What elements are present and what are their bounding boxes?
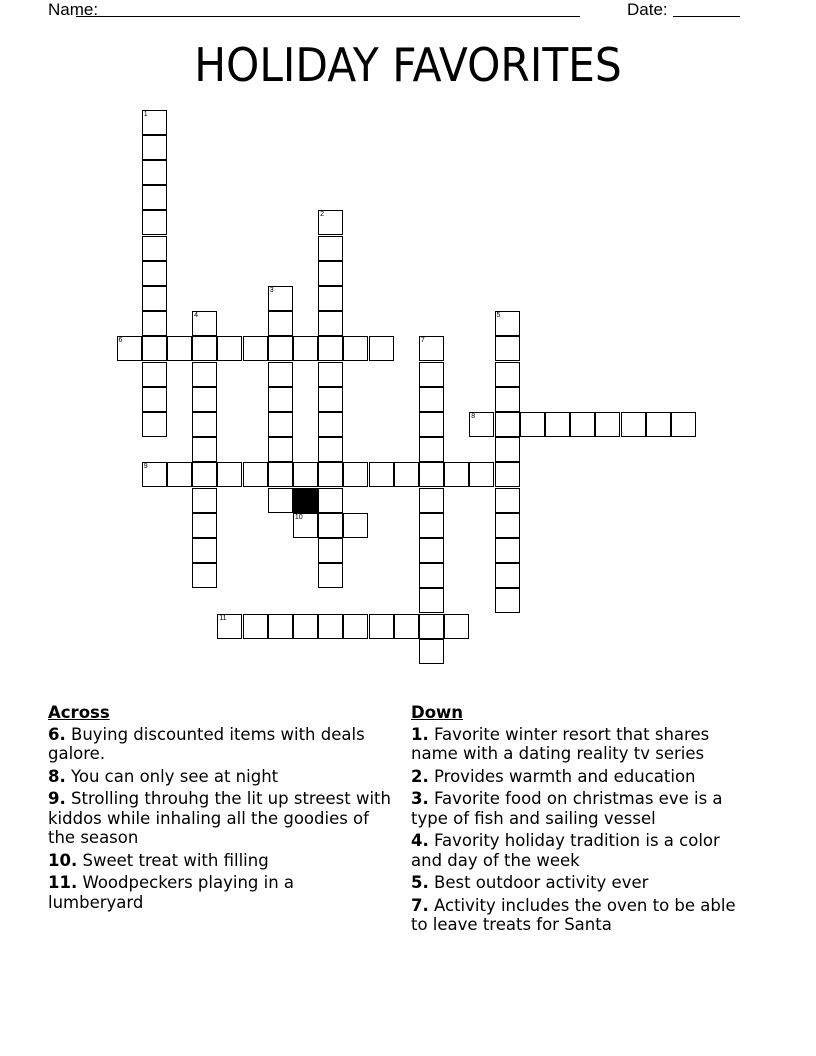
grid-cell[interactable]: [419, 387, 444, 412]
grid-cell[interactable]: [495, 362, 520, 387]
grid-cell[interactable]: [419, 614, 444, 639]
grid-cell[interactable]: [419, 412, 444, 437]
grid-cell[interactable]: [268, 462, 293, 487]
grid-cell[interactable]: [318, 261, 343, 286]
grid-cell[interactable]: [318, 362, 343, 387]
grid-cell[interactable]: [192, 336, 217, 361]
page-title: HOLIDAY FAVORITES: [194, 38, 622, 92]
grid-cell[interactable]: [419, 639, 444, 664]
clue-number: 5.: [411, 873, 429, 892]
grid-cell[interactable]: [318, 437, 343, 462]
grid-cell[interactable]: [192, 311, 217, 336]
grid-cell[interactable]: [192, 538, 217, 563]
grid-cell[interactable]: [192, 513, 217, 538]
grid-cell[interactable]: [520, 412, 545, 437]
grid-cell[interactable]: [369, 614, 394, 639]
grid-cell[interactable]: [293, 462, 318, 487]
clue-across-6: [48, 725, 393, 764]
grid-cell[interactable]: [318, 462, 343, 487]
grid-cell[interactable]: [318, 311, 343, 336]
grid-cell[interactable]: [243, 462, 268, 487]
grid-cell[interactable]: [192, 437, 217, 462]
clue-down-1: [411, 725, 756, 764]
grid-cell[interactable]: [595, 412, 620, 437]
cell-number: 8: [471, 412, 476, 420]
clue-text: Buying discounted items with deals galore.: [48, 724, 365, 763]
grid-cell[interactable]: [192, 462, 217, 487]
grid-cell[interactable]: [318, 513, 343, 538]
grid-cell[interactable]: [318, 286, 343, 311]
grid-cell[interactable]: [419, 437, 444, 462]
down-clues: [411, 703, 756, 938]
grid-cell[interactable]: [495, 538, 520, 563]
clue-number: 3.: [411, 789, 429, 808]
grid-cell[interactable]: [419, 488, 444, 513]
grid-cell[interactable]: [495, 513, 520, 538]
grid-cell[interactable]: [318, 387, 343, 412]
grid-cell[interactable]: [495, 563, 520, 588]
clue-across-11: [48, 873, 393, 912]
grid-cell[interactable]: [318, 563, 343, 588]
grid-cell[interactable]: [318, 210, 343, 235]
grid-cell[interactable]: [318, 412, 343, 437]
grid-cell[interactable]: [495, 336, 520, 361]
grid-cell[interactable]: [318, 236, 343, 261]
clue-text: Sweet treat with filling: [82, 850, 269, 870]
clue-across-8: [48, 767, 393, 787]
clue-down-4: [411, 831, 756, 870]
grid-cell[interactable]: [671, 412, 696, 437]
grid-cell[interactable]: [142, 412, 167, 437]
grid-cell[interactable]: [621, 412, 646, 437]
grid-cell[interactable]: [142, 135, 167, 160]
cell-number: 3: [269, 286, 274, 294]
cell-number: 4: [194, 312, 198, 320]
name-label: Name:: [48, 0, 99, 19]
clue-number: 10.: [48, 850, 78, 870]
cell-number: 5: [496, 312, 501, 320]
clue-text: You can only see at night: [71, 766, 279, 786]
grid-cell[interactable]: [268, 362, 293, 387]
clue-text: Activity includes the oven to be able to leave treats for Santa: [411, 895, 736, 934]
grid-cell[interactable]: [318, 614, 343, 639]
grid-cell[interactable]: [318, 336, 343, 361]
clue-down-5: [411, 873, 756, 893]
grid-cell[interactable]: [142, 210, 167, 235]
grid-cell[interactable]: [419, 588, 444, 613]
grid-cell[interactable]: [444, 614, 469, 639]
grid-cell[interactable]: [243, 614, 268, 639]
grid-cell[interactable]: [369, 462, 394, 487]
grid-cell[interactable]: [142, 236, 167, 261]
grid-cell[interactable]: [142, 311, 167, 336]
clue-down-3: [411, 789, 756, 828]
clue-text: Strolling throuhg the lit up streest with kiddos while inhaling all the goodies of the season: [48, 789, 391, 847]
clue-number: 2.: [411, 766, 429, 786]
grid-cell[interactable]: [444, 462, 469, 487]
grid-cell[interactable]: [192, 362, 217, 387]
cell-number: 7: [420, 337, 425, 345]
grid-cell[interactable]: [268, 387, 293, 412]
grid-cell[interactable]: [343, 513, 368, 538]
grid-cell[interactable]: [495, 387, 520, 412]
cell-number: 6: [118, 337, 123, 345]
grid-cell[interactable]: [495, 488, 520, 513]
grid-cell[interactable]: [268, 336, 293, 361]
grid-cell[interactable]: [343, 614, 368, 639]
clue-down-7: [411, 896, 756, 935]
cell-number: 10: [294, 513, 303, 521]
clue-number: 1.: [411, 724, 429, 744]
across-clues: [48, 703, 393, 915]
grid-cell[interactable]: [142, 185, 167, 210]
grid-cell[interactable]: [268, 412, 293, 437]
clue-number: 8.: [48, 766, 66, 786]
cell-number: 11: [219, 614, 227, 622]
grid-cell[interactable]: [419, 462, 444, 487]
grid-cell[interactable]: [268, 488, 293, 513]
grid-cell[interactable]: [343, 336, 368, 361]
grid-cell[interactable]: [142, 462, 167, 487]
grid-cell[interactable]: [268, 614, 293, 639]
grid-cell[interactable]: [293, 336, 318, 361]
grid-cell[interactable]: [293, 614, 318, 639]
grid-cell[interactable]: [142, 362, 167, 387]
date-label: Date:: [627, 0, 668, 19]
down-heading: Down: [411, 703, 464, 722]
grid-cell[interactable]: [419, 336, 444, 361]
clue-text: Best outdoor activity ever: [434, 873, 649, 892]
grid-cell[interactable]: [243, 336, 268, 361]
black-cell: [293, 488, 318, 513]
grid-cell[interactable]: [419, 563, 444, 588]
clue-number: 11.: [48, 873, 78, 892]
grid-cell[interactable]: [268, 286, 293, 311]
cell-number: 1: [143, 110, 148, 118]
grid-cell[interactable]: [318, 538, 343, 563]
clue-number: 6.: [48, 724, 66, 744]
grid-cell[interactable]: [495, 412, 520, 437]
grid-cell[interactable]: [545, 412, 570, 437]
grid-cell[interactable]: [419, 362, 444, 387]
grid-cell[interactable]: [142, 261, 167, 286]
grid-cell[interactable]: [217, 336, 242, 361]
grid-cell[interactable]: [192, 412, 217, 437]
cell-number: 2: [320, 211, 324, 219]
grid-cell[interactable]: [142, 286, 167, 311]
grid-cell[interactable]: [369, 336, 394, 361]
grid-cell[interactable]: [217, 614, 242, 639]
grid-cell[interactable]: [268, 437, 293, 462]
grid-cell[interactable]: [646, 412, 671, 437]
grid-cell[interactable]: [419, 538, 444, 563]
grid-cell[interactable]: [343, 462, 368, 487]
across-heading: Across: [48, 703, 110, 722]
grid-cell[interactable]: [192, 563, 217, 588]
cell-number: 9: [143, 463, 148, 471]
clue-across-9: [48, 789, 393, 848]
clue-text: Favorite winter resort that shares name with a dating reality tv series: [411, 724, 710, 763]
grid-cell[interactable]: [268, 311, 293, 336]
clue-text: Woodpeckers playing in a lumberyard: [48, 873, 295, 912]
grid-cell[interactable]: [142, 160, 167, 185]
grid-cell[interactable]: [318, 488, 343, 513]
grid-cell[interactable]: [495, 311, 520, 336]
grid-cell[interactable]: [192, 488, 217, 513]
clue-number: 4.: [411, 831, 429, 850]
clue-text: Favority holiday tradition is a color and day of the week: [411, 831, 720, 870]
grid-cell[interactable]: [495, 588, 520, 613]
grid-cell[interactable]: [167, 462, 192, 487]
clue-text: Provides warmth and education: [434, 766, 696, 786]
grid-cell[interactable]: [192, 387, 217, 412]
grid-cell[interactable]: [217, 462, 242, 487]
grid-cell[interactable]: [495, 437, 520, 462]
grid-cell[interactable]: [142, 110, 167, 135]
grid-cell[interactable]: [394, 462, 419, 487]
clue-number: 7.: [411, 895, 429, 915]
grid-cell[interactable]: [570, 412, 595, 437]
clue-number: 9.: [48, 789, 66, 808]
grid-cell[interactable]: [142, 387, 167, 412]
grid-cell[interactable]: [293, 513, 318, 538]
grid-cell[interactable]: [117, 336, 142, 361]
clue-text: Favorite food on christmas eve is a type of fish and sailing vessel: [411, 789, 723, 828]
clue-down-2: [411, 767, 756, 787]
grid-cell[interactable]: [142, 336, 167, 361]
clue-across-10: [48, 851, 393, 871]
grid-cell[interactable]: [394, 614, 419, 639]
grid-cell[interactable]: [495, 462, 520, 487]
grid-cell[interactable]: [469, 412, 494, 437]
grid-cell[interactable]: [469, 462, 494, 487]
grid-cell[interactable]: [167, 336, 192, 361]
grid-cell[interactable]: [419, 513, 444, 538]
